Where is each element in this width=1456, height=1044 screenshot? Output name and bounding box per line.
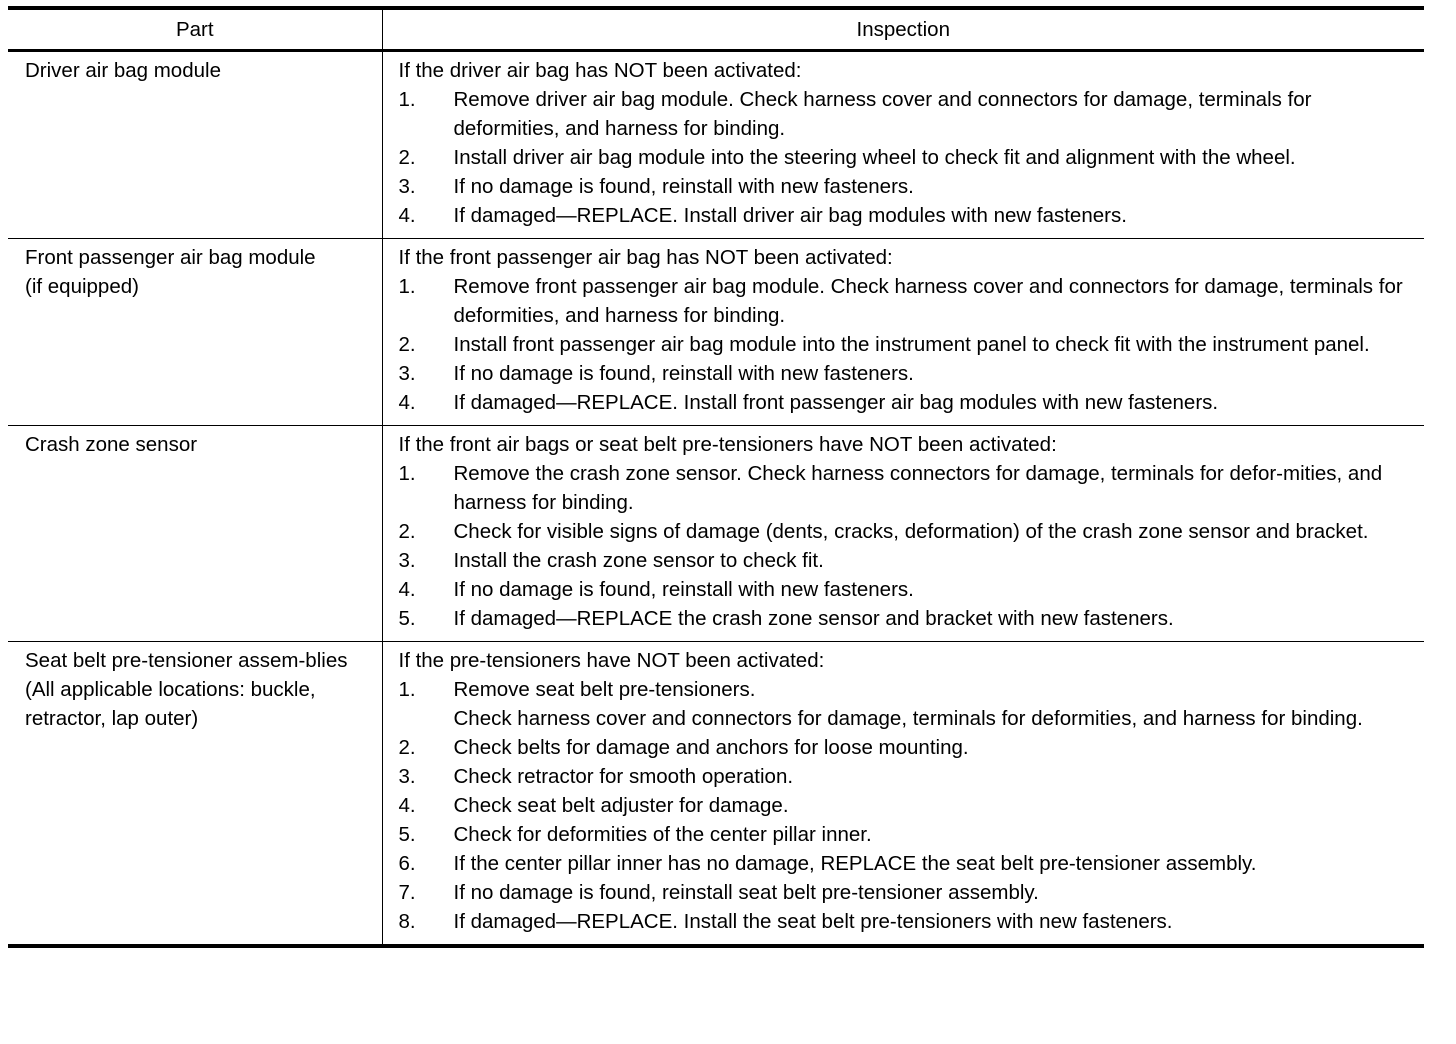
step-text bbox=[454, 546, 1421, 575]
step-number: 4. bbox=[398, 391, 416, 414]
step-text-line: Install driver air bag module into the steering wheel to check fit and alignment with the wheel. bbox=[453, 146, 1296, 169]
step-text-line: If damaged—REPLACE. Install the seat belt pre-tensioners with new fasteners. bbox=[453, 910, 1173, 933]
inspection-table bbox=[8, 6, 1424, 948]
step-number: 1. bbox=[398, 275, 416, 298]
step-text-line: If damaged—REPLACE. Install front passenger air bag modules with new fasteners. bbox=[453, 391, 1219, 414]
inspection-step bbox=[399, 849, 1421, 878]
step-text bbox=[454, 575, 1421, 604]
step-number: 5. bbox=[398, 607, 416, 630]
inspection-step bbox=[399, 85, 1421, 143]
step-number: 7. bbox=[398, 881, 416, 904]
step-number: 1. bbox=[398, 88, 416, 111]
inspection-condition: If the driver air bag has NOT been activated: bbox=[398, 59, 802, 82]
step-text bbox=[454, 330, 1421, 359]
inspection-condition: If the front air bags or seat belt pre-tensioners have NOT been activated: bbox=[398, 433, 1057, 456]
inspection-step bbox=[399, 517, 1421, 546]
inspection-condition: If the front passenger air bag has NOT been activated: bbox=[398, 246, 893, 269]
inspection-step bbox=[399, 172, 1421, 201]
step-text-line: Check for visible signs of damage (dents, cracks, deformation) of the crash zone sensor and bracket. bbox=[453, 520, 1369, 543]
inspection-step bbox=[399, 604, 1421, 633]
step-text bbox=[454, 907, 1421, 936]
table-row bbox=[8, 426, 1424, 642]
inspection-step bbox=[399, 143, 1421, 172]
inspection-step bbox=[399, 907, 1421, 936]
step-text bbox=[454, 733, 1421, 762]
step-text bbox=[454, 675, 1421, 733]
part-cell bbox=[8, 642, 382, 947]
table-row bbox=[8, 51, 1424, 239]
step-number: 2. bbox=[398, 736, 416, 759]
part-name: (All applicable locations: buckle, retractor, lap outer) bbox=[25, 678, 316, 730]
part-cell bbox=[8, 239, 382, 426]
header-part: Part bbox=[8, 8, 382, 51]
step-number: 5. bbox=[398, 823, 416, 846]
step-number: 8. bbox=[398, 910, 416, 933]
step-text bbox=[454, 878, 1421, 907]
step-text-line: Install the crash zone sensor to check fit. bbox=[453, 549, 824, 572]
inspection-cell bbox=[382, 51, 1424, 239]
step-text-line: If no damage is found, reinstall with new fasteners. bbox=[453, 362, 914, 385]
inspection-step bbox=[399, 791, 1421, 820]
inspection-step bbox=[399, 388, 1421, 417]
inspection-step bbox=[399, 546, 1421, 575]
inspection-step bbox=[399, 878, 1421, 907]
step-number: 1. bbox=[398, 678, 416, 701]
step-text-line: Check belts for damage and anchors for loose mounting. bbox=[453, 736, 969, 759]
step-text bbox=[454, 388, 1421, 417]
inspection-cell bbox=[382, 642, 1424, 947]
inspection-step bbox=[399, 201, 1421, 230]
step-text-line: If no damage is found, reinstall with new fasteners. bbox=[453, 175, 914, 198]
step-text bbox=[454, 143, 1421, 172]
step-number: 2. bbox=[398, 333, 416, 356]
step-text-line: Remove the crash zone sensor. Check harness connectors for damage, terminals for defor-mities, and harness for binding. bbox=[453, 462, 1383, 514]
inspection-step bbox=[399, 820, 1421, 849]
step-text-line: Check seat belt adjuster for damage. bbox=[453, 794, 789, 817]
step-text bbox=[454, 359, 1421, 388]
part-cell bbox=[8, 426, 382, 642]
part-name: Crash zone sensor bbox=[25, 433, 198, 456]
step-number: 4. bbox=[398, 204, 416, 227]
step-text-line: If no damage is found, reinstall with new fasteners. bbox=[453, 578, 914, 601]
step-text bbox=[454, 172, 1421, 201]
inspection-step bbox=[399, 675, 1421, 733]
inspection-step bbox=[399, 733, 1421, 762]
step-number: 4. bbox=[398, 578, 416, 601]
step-number: 4. bbox=[398, 794, 416, 817]
inspection-cell bbox=[382, 239, 1424, 426]
step-number: 3. bbox=[398, 362, 416, 385]
inspection-step bbox=[399, 762, 1421, 791]
inspection-step bbox=[399, 272, 1421, 330]
step-text bbox=[454, 820, 1421, 849]
step-number: 2. bbox=[398, 146, 416, 169]
step-text bbox=[454, 604, 1421, 633]
part-name: (if equipped) bbox=[25, 275, 139, 298]
step-text-line: Install front passenger air bag module into the instrument panel to check fit with the instrument panel. bbox=[453, 333, 1370, 356]
step-text bbox=[454, 762, 1421, 791]
step-number: 3. bbox=[398, 175, 416, 198]
step-text-line: Check harness cover and connectors for damage, terminals for deformities, and harness for binding. bbox=[453, 707, 1363, 730]
step-text-line: If the center pillar inner has no damage, REPLACE the seat belt pre-tensioner assembly. bbox=[453, 852, 1257, 875]
inspection-cell bbox=[382, 426, 1424, 642]
inspection-step bbox=[399, 330, 1421, 359]
inspection-step bbox=[399, 459, 1421, 517]
part-name: Front passenger air bag module bbox=[25, 246, 316, 269]
step-text bbox=[454, 85, 1421, 143]
table-header bbox=[8, 8, 1424, 51]
part-cell bbox=[8, 51, 382, 239]
part-name: Seat belt pre-tensioner assem-blies bbox=[25, 649, 348, 672]
step-text bbox=[454, 201, 1421, 230]
table-row bbox=[8, 642, 1424, 947]
step-text-line: Remove seat belt pre-tensioners. bbox=[453, 678, 756, 701]
header-inspection: Inspection bbox=[382, 8, 1424, 51]
step-text-line: If damaged—REPLACE. Install driver air bag modules with new fasteners. bbox=[453, 204, 1127, 227]
table-row bbox=[8, 239, 1424, 426]
step-number: 3. bbox=[398, 549, 416, 572]
step-text bbox=[454, 849, 1421, 878]
step-text-line: Check retractor for smooth operation. bbox=[453, 765, 794, 788]
step-text bbox=[454, 459, 1421, 517]
step-text-line: If no damage is found, reinstall seat belt pre-tensioner assembly. bbox=[453, 881, 1039, 904]
step-number: 6. bbox=[398, 852, 416, 875]
step-text bbox=[454, 791, 1421, 820]
part-name: Driver air bag module bbox=[25, 59, 221, 82]
table-body bbox=[8, 51, 1424, 947]
step-text-line: Check for deformities of the center pillar inner. bbox=[453, 823, 872, 846]
step-text bbox=[454, 517, 1421, 546]
step-text-line: Remove front passenger air bag module. Check harness cover and connectors for damage, terminals for deformities, and harness for binding. bbox=[453, 275, 1403, 327]
inspection-condition: If the pre-tensioners have NOT been activated: bbox=[398, 649, 825, 672]
step-text-line: Remove driver air bag module. Check harness cover and connectors for damage, terminals for deformities, and harness for binding. bbox=[453, 88, 1312, 140]
step-text-line: If damaged—REPLACE the crash zone sensor and bracket with new fasteners. bbox=[453, 607, 1174, 630]
step-text bbox=[454, 272, 1421, 330]
step-number: 2. bbox=[398, 520, 416, 543]
step-number: 3. bbox=[398, 765, 416, 788]
header-row bbox=[8, 8, 1424, 51]
inspection-step bbox=[399, 575, 1421, 604]
inspection-step bbox=[399, 359, 1421, 388]
step-number: 1. bbox=[398, 462, 416, 485]
